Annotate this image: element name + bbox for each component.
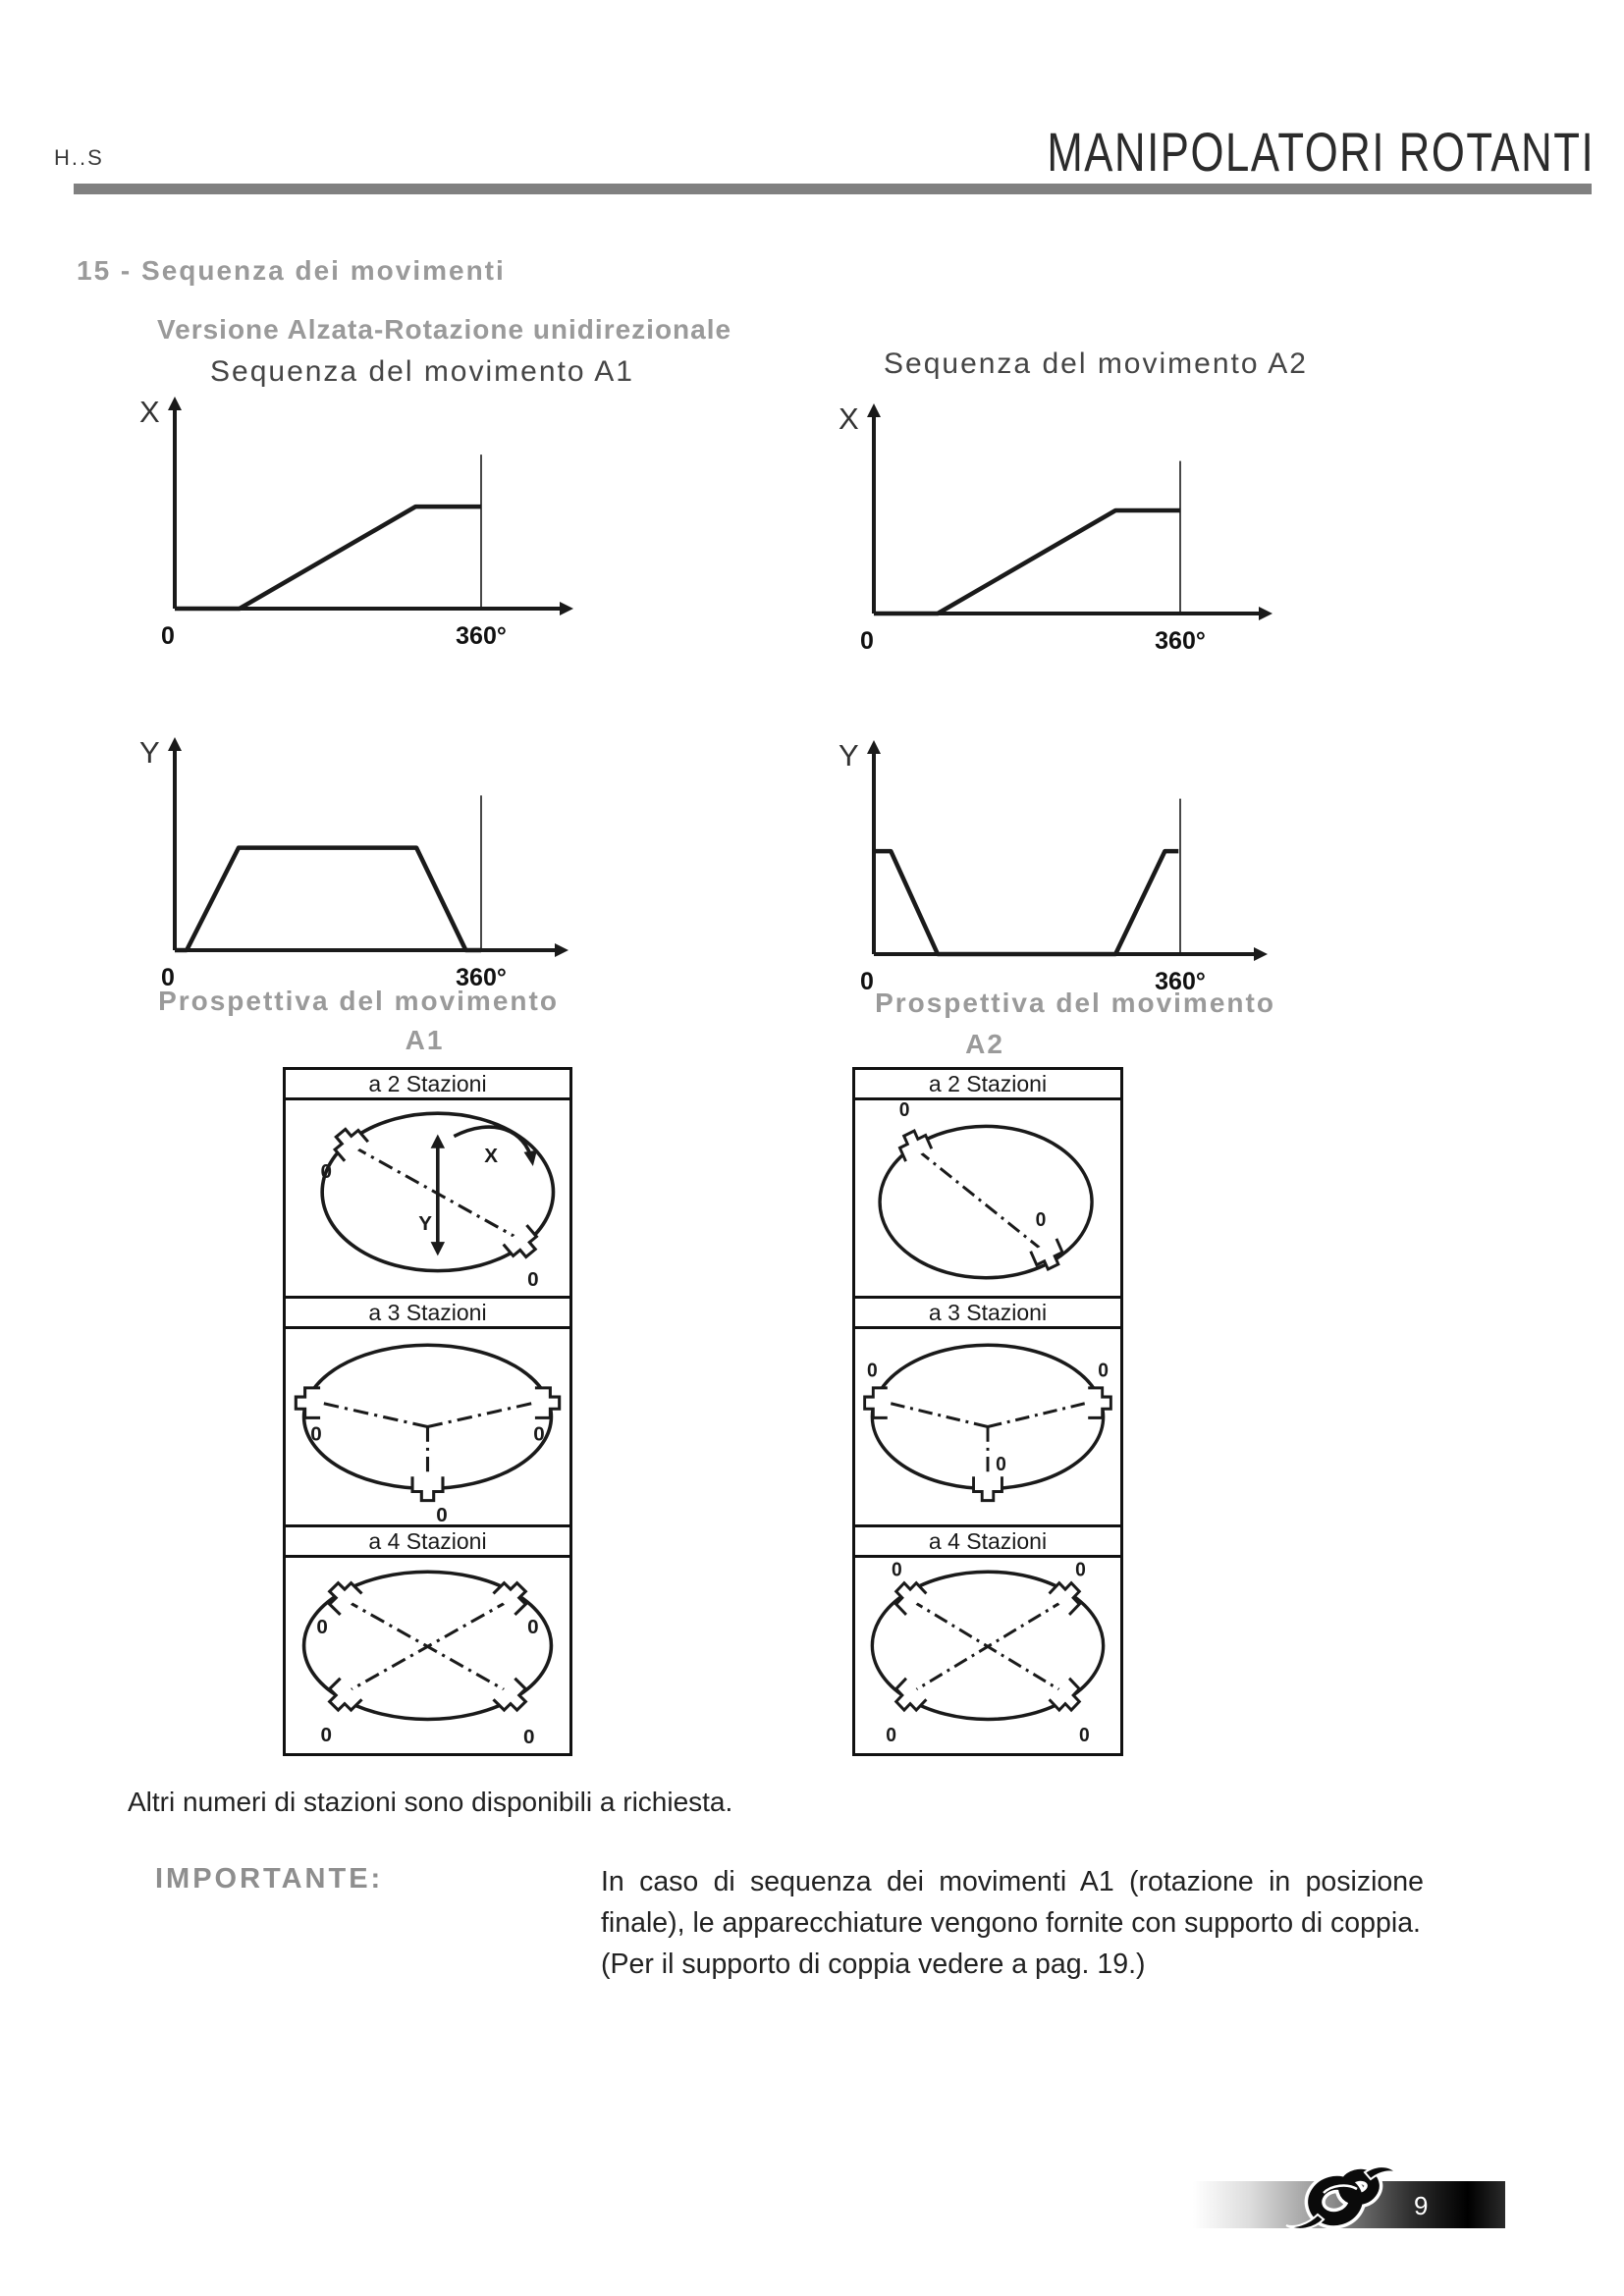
important-reference: (Per il supporto di coppia vedere a pag. 19.) xyxy=(601,1949,1146,1980)
station-section-2 xyxy=(286,1070,569,1296)
x-axis-arrowhead xyxy=(1259,607,1272,620)
x-arrowhead xyxy=(524,1150,537,1166)
perspective-label-a2: A2 xyxy=(965,1029,1004,1059)
station-zero-label: 0 xyxy=(436,1504,448,1524)
station-diagram-a1-4-stations xyxy=(286,1558,569,1753)
station-section-4 xyxy=(855,1524,1120,1753)
station-zero-label: 0 xyxy=(898,1100,910,1122)
gripper-station-icon xyxy=(323,1576,361,1615)
station-header-4: a 4 Stazioni xyxy=(286,1527,569,1558)
y-axis-arrowhead xyxy=(168,737,182,751)
axis-letter-label: X xyxy=(139,395,160,429)
chart-a2-x-vs-rotation xyxy=(832,393,1288,667)
y-arrow-label: Y xyxy=(418,1212,432,1235)
origin-tick-label: 0 xyxy=(161,964,175,991)
station-header-3: a 3 Stazioni xyxy=(286,1299,569,1329)
gripper-station-icon xyxy=(412,1476,443,1500)
index-centerline xyxy=(988,1401,1096,1426)
station-header-2: a 2 Stazioni xyxy=(286,1070,569,1100)
stations-column-a1 xyxy=(283,1067,572,1756)
end-tick-label: 360° xyxy=(1155,627,1206,655)
station-diagram-a1-2-stations xyxy=(286,1100,569,1296)
gripper-station-icon xyxy=(493,1576,531,1615)
station-zero-label: 0 xyxy=(316,1616,328,1639)
station-zero-label: 0 xyxy=(533,1422,545,1446)
gripper-station-icon xyxy=(493,1679,531,1717)
sequence-title-a2: Sequenza del movimento A2 xyxy=(884,347,1308,380)
important-text: In caso di sequenza dei movimenti A1 (rotazione in posizione finale), le apparecchiature vengono fornite con supporto di coppia. xyxy=(601,1866,1424,1939)
station-zero-label: 0 xyxy=(1035,1208,1047,1232)
station-diagram-svg xyxy=(855,1329,1120,1524)
station-diagram-svg xyxy=(286,1558,569,1753)
station-diagram-a2-2-stations xyxy=(855,1100,1120,1296)
x-axis-arrowhead xyxy=(560,602,573,615)
axis-letter-label: X xyxy=(839,401,859,436)
gripper-station-icon xyxy=(296,1388,320,1417)
motion-curve xyxy=(874,510,1180,614)
station-zero-label: 0 xyxy=(996,1453,1006,1476)
station-zero-label: 0 xyxy=(866,1360,878,1382)
product-code: H..S xyxy=(54,145,104,170)
motion-curve xyxy=(874,851,1178,954)
station-diagram-svg xyxy=(855,1558,1120,1753)
index-centerline xyxy=(312,1401,428,1426)
gripper-station-icon xyxy=(891,1679,927,1717)
x-axis-arrowhead xyxy=(1254,947,1268,961)
perspective-title-a1: Prospettiva del movimento xyxy=(158,986,559,1016)
station-diagram-svg xyxy=(286,1329,569,1524)
chart-svg xyxy=(832,731,1288,996)
axis-letter-label: Y xyxy=(839,738,859,773)
chart-a1-x-vs-rotation xyxy=(133,386,589,666)
station-section-4 xyxy=(286,1524,569,1753)
y-arrowhead-down xyxy=(431,1242,445,1255)
motion-curve xyxy=(175,507,481,609)
y-axis-arrowhead xyxy=(867,403,881,417)
chart-svg xyxy=(133,386,589,666)
y-arrowhead-up xyxy=(431,1135,445,1148)
gripper-station-icon xyxy=(1050,1576,1086,1615)
station-diagram-a2-3-stations xyxy=(855,1329,1120,1524)
station-diagram-a1-3-stations xyxy=(286,1329,569,1524)
page-title: MANIPOLATORI ROTANTI xyxy=(1047,121,1595,183)
station-diagram-svg xyxy=(855,1100,1120,1296)
perspective-label-a1: A1 xyxy=(405,1025,445,1055)
y-axis-arrowhead xyxy=(168,397,182,410)
station-zero-label: 0 xyxy=(527,1616,539,1639)
x-axis-arrowhead xyxy=(555,943,568,957)
station-header-4: a 4 Stazioni xyxy=(855,1527,1120,1558)
origin-tick-label: 0 xyxy=(161,622,175,650)
station-header-3: a 3 Stazioni xyxy=(855,1299,1120,1329)
station-zero-label: 0 xyxy=(1075,1558,1086,1581)
end-tick-label: 360° xyxy=(456,622,507,650)
header-divider-bar xyxy=(74,184,1592,194)
station-header-2: a 2 Stazioni xyxy=(855,1070,1120,1100)
version-subtitle: Versione Alzata-Rotazione unidirezionale xyxy=(157,314,732,345)
motion-curve xyxy=(175,848,481,950)
stations-column-a2 xyxy=(852,1067,1123,1756)
brand-logo-knot-icon xyxy=(1278,2160,1406,2234)
sequence-title-a1: Sequenza del movimento A1 xyxy=(210,355,634,388)
gripper-station-icon xyxy=(865,1388,888,1417)
availability-note: Altri numeri di stazioni sono disponibili a richiesta. xyxy=(128,1787,733,1817)
gripper-station-icon xyxy=(974,1476,1002,1500)
station-section-3 xyxy=(855,1296,1120,1524)
axis-letter-label: Y xyxy=(139,735,160,770)
brand-logo-icon xyxy=(1278,2160,1406,2234)
gripper-station-icon xyxy=(323,1679,361,1717)
index-centerline xyxy=(918,1150,1045,1253)
station-section-3 xyxy=(286,1296,569,1524)
x-arrow-label: X xyxy=(484,1145,499,1167)
gripper-station-icon xyxy=(1050,1679,1086,1717)
station-zero-label: 0 xyxy=(892,1558,902,1581)
station-zero-label: 0 xyxy=(886,1724,897,1746)
gripper-station-icon xyxy=(535,1388,560,1417)
important-paragraph xyxy=(601,1861,1424,1985)
station-zero-label: 0 xyxy=(320,1723,333,1746)
origin-tick-label: 0 xyxy=(860,968,874,995)
station-zero-label: 0 xyxy=(310,1422,322,1446)
station-section-2 xyxy=(855,1070,1120,1296)
section-title: 15 - Sequenza dei movimenti xyxy=(77,255,506,286)
y-axis-arrowhead xyxy=(867,740,881,754)
important-label: IMPORTANTE: xyxy=(155,1863,384,1895)
station-diagram-svg xyxy=(286,1100,569,1296)
chart-svg xyxy=(133,728,589,993)
station-diagram-a2-4-stations xyxy=(855,1558,1120,1753)
end-tick-label: 360° xyxy=(1155,968,1206,995)
station-zero-label: 0 xyxy=(1098,1360,1110,1382)
chart-svg xyxy=(832,393,1288,667)
chart-a2-y-vs-rotation xyxy=(832,731,1288,996)
end-tick-label: 360° xyxy=(456,964,507,991)
perspective-title-a2: Prospettiva del movimento xyxy=(875,988,1275,1018)
index-centerline xyxy=(880,1401,988,1426)
index-centerline xyxy=(428,1401,544,1426)
page-number: 9 xyxy=(1414,2191,1430,2220)
chart-a1-y-vs-rotation xyxy=(133,728,589,993)
gripper-station-icon xyxy=(891,1576,927,1615)
station-zero-label: 0 xyxy=(1078,1724,1090,1746)
station-zero-label: 0 xyxy=(522,1725,535,1748)
station-zero-label: 0 xyxy=(527,1267,539,1291)
station-zero-label: 0 xyxy=(320,1160,333,1184)
origin-tick-label: 0 xyxy=(860,627,874,655)
gripper-station-icon xyxy=(1088,1388,1110,1417)
